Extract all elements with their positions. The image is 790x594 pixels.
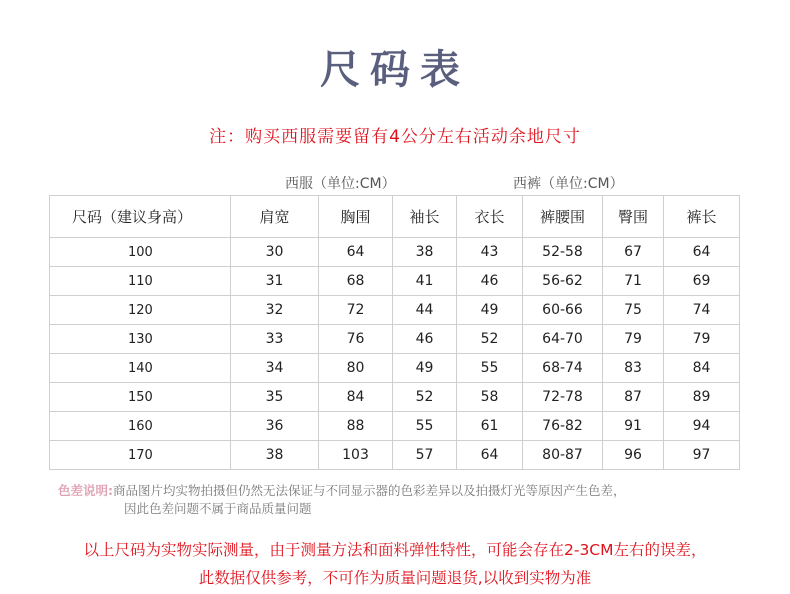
table-cell: 88	[319, 412, 393, 441]
table-cell: 80-87	[523, 441, 603, 470]
table-cell: 36	[231, 412, 319, 441]
table-cell: 55	[393, 412, 457, 441]
table-cell: 76-82	[523, 412, 603, 441]
table-cell: 103	[319, 441, 393, 470]
table-cell: 68	[319, 267, 393, 296]
table-cell: 72	[319, 296, 393, 325]
size-cell: 120	[50, 296, 231, 325]
suit-unit-label: 西服（单位:CM）	[285, 176, 396, 192]
table-cell: 61	[457, 412, 523, 441]
table-row	[50, 383, 740, 412]
header-sleeve: 袖长	[393, 196, 457, 238]
table-cell: 71	[603, 267, 664, 296]
table-cell: 69	[664, 267, 740, 296]
table-cell: 89	[664, 383, 740, 412]
table-cell: 74	[664, 296, 740, 325]
disclaimer-line-1: 商品图片均实物拍摄但仍然无法保证与不同显示器的色彩差异以及拍摄灯光等原因产生色差，	[113, 483, 626, 498]
table-cell: 64	[319, 238, 393, 267]
header-waist: 裤腰围	[523, 196, 603, 238]
table-cell: 83	[603, 354, 664, 383]
header-length: 衣长	[457, 196, 523, 238]
table-cell: 84	[664, 354, 740, 383]
table-row	[50, 354, 740, 383]
disclaimer-line-2: 因此色差问题不属于商品质量问题	[124, 501, 312, 516]
table-cell: 75	[603, 296, 664, 325]
disclaimer-label: 色差说明:	[58, 483, 113, 498]
table-cell: 44	[393, 296, 457, 325]
table-cell: 94	[664, 412, 740, 441]
color-disclaimer	[58, 482, 626, 518]
table-cell: 35	[231, 383, 319, 412]
table-row	[50, 267, 740, 296]
table-cell: 72-78	[523, 383, 603, 412]
size-cell: 160	[50, 412, 231, 441]
table-row	[50, 296, 740, 325]
table-cell: 91	[603, 412, 664, 441]
table-cell: 41	[393, 267, 457, 296]
table-cell: 96	[603, 441, 664, 470]
header-chest: 胸围	[319, 196, 393, 238]
table-cell: 43	[457, 238, 523, 267]
table-cell: 97	[664, 441, 740, 470]
table-row	[50, 325, 740, 354]
header-pants-length: 裤长	[664, 196, 740, 238]
table-cell: 68-74	[523, 354, 603, 383]
table-cell: 57	[393, 441, 457, 470]
table-cell: 56-62	[523, 267, 603, 296]
table-cell: 33	[231, 325, 319, 354]
table-cell: 64	[457, 441, 523, 470]
table-cell: 80	[319, 354, 393, 383]
table-row	[50, 238, 740, 267]
size-cell: 130	[50, 325, 231, 354]
table-header-row	[50, 196, 740, 238]
table-cell: 38	[231, 441, 319, 470]
table-cell: 79	[603, 325, 664, 354]
size-table	[49, 195, 740, 470]
table-cell: 67	[603, 238, 664, 267]
header-shoulder: 肩宽	[231, 196, 319, 238]
table-cell: 49	[457, 296, 523, 325]
size-cell: 150	[50, 383, 231, 412]
table-cell: 52-58	[523, 238, 603, 267]
table-cell: 46	[457, 267, 523, 296]
size-cell: 100	[50, 238, 231, 267]
size-cell: 170	[50, 441, 231, 470]
size-cell: 110	[50, 267, 231, 296]
table-cell: 87	[603, 383, 664, 412]
table-cell: 52	[457, 325, 523, 354]
pants-unit-label: 西裤（单位:CM）	[513, 176, 624, 192]
table-cell: 79	[664, 325, 740, 354]
table-cell: 38	[393, 238, 457, 267]
measurement-note-line-1: 以上尺码为实物实际测量，由于测量方法和面料弹性特性，可能会存在2-3CM左右的误差，	[83, 541, 707, 559]
table-cell: 58	[457, 383, 523, 412]
header-size: 尺码（建议身高）	[50, 196, 231, 238]
table-cell: 55	[457, 354, 523, 383]
page-title: 尺码表	[320, 47, 470, 93]
table-row	[50, 412, 740, 441]
table-row	[50, 441, 740, 470]
table-cell: 31	[231, 267, 319, 296]
table-cell: 46	[393, 325, 457, 354]
size-cell: 140	[50, 354, 231, 383]
table-cell: 76	[319, 325, 393, 354]
table-cell: 52	[393, 383, 457, 412]
header-hip: 臀围	[603, 196, 664, 238]
table-cell: 60-66	[523, 296, 603, 325]
table-cell: 32	[231, 296, 319, 325]
table-cell: 64-70	[523, 325, 603, 354]
table-cell: 84	[319, 383, 393, 412]
fit-note: 注：购买西服需要留有4公分左右活动余地尺寸	[209, 127, 581, 147]
measurement-note-line-2: 此数据仅供参考，不可作为质量问题退货,以收到实物为准	[198, 569, 592, 587]
table-cell: 49	[393, 354, 457, 383]
table-cell: 30	[231, 238, 319, 267]
table-cell: 34	[231, 354, 319, 383]
table-cell: 64	[664, 238, 740, 267]
